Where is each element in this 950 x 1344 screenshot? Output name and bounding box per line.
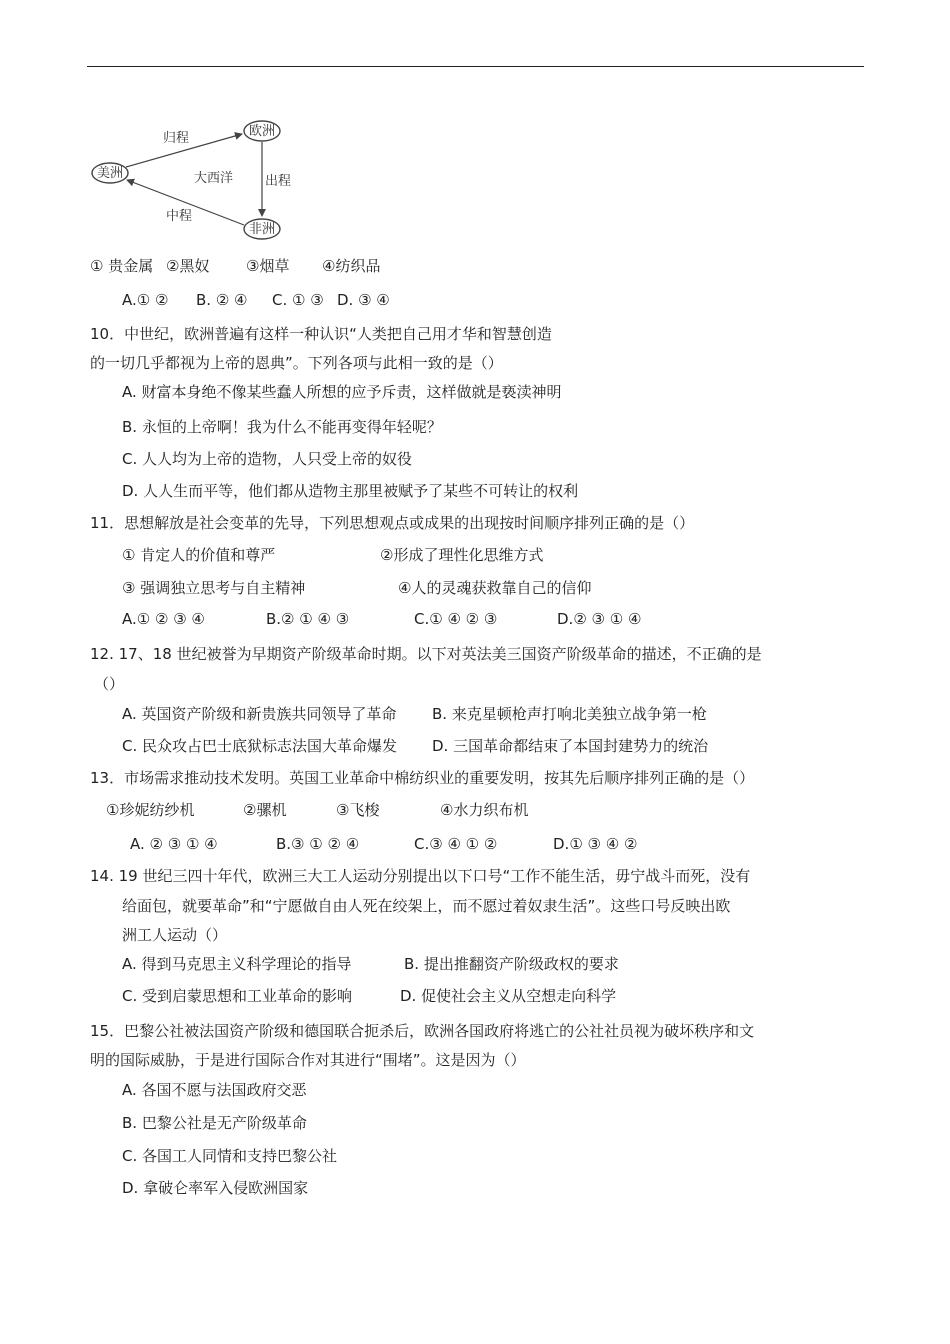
q15-option-b: B. 巴黎公社是无产阶级革命 xyxy=(122,1114,307,1132)
q12-stem-line: （） xyxy=(94,675,125,693)
q15-option-d: D. 拿破仑率军入侵欧洲国家 xyxy=(122,1179,309,1197)
center-label: 大西洋 xyxy=(194,171,234,186)
q11-option-a: A.① ② ③ ④ xyxy=(122,610,205,628)
q11-option-c: C.① ④ ② ③ xyxy=(414,610,498,628)
q14-option-b: B. 提出推翻资产阶级政权的要求 xyxy=(404,955,619,973)
q10-stem-line: 的一切几乎都视为上帝的恩典”。下列各项与此相一致的是（） xyxy=(90,354,503,372)
q14-stem-line: 给面包，就要革命”和“宁愿做自由人死在绞架上，而不愿过着奴隶生活”。这些口号反映出欧 xyxy=(122,897,731,915)
q15-stem-line: 15．巴黎公社被法国资产阶级和德国联合扼杀后，欧洲各国政府将逃亡的公社社员视为破坏秩序和文 xyxy=(90,1022,755,1040)
q13-item: ②骡机 xyxy=(243,801,287,819)
triangle-trade-diagram xyxy=(88,112,292,247)
q9-item: ②黑奴 xyxy=(166,257,210,275)
node-europe-label: 欧洲 xyxy=(248,124,276,139)
q11-item: ③ 强调独立思考与自主精神 xyxy=(122,579,306,597)
q14-stem-line: 洲工人运动（） xyxy=(122,926,228,944)
q12-stem-line: 12. 17、18 世纪被誉为早期资产阶级革命时期。以下对英法美三国资产阶级革命的描述，不正确的是 xyxy=(90,645,762,663)
q14-option-d: D. 促使社会主义从空想走向科学 xyxy=(400,987,617,1005)
node-america-label: 美洲 xyxy=(96,166,124,181)
node-africa-label: 非洲 xyxy=(248,222,276,237)
q9-item: ③烟草 xyxy=(246,257,290,275)
edge-return-label: 归程 xyxy=(163,131,190,146)
q14-stem-line: 14. 19 世纪三四十年代，欧洲三大工人运动分别提出以下口号“工作不能生活，毋宁战斗而死，没有 xyxy=(90,867,751,885)
q13-option-b: B.③ ① ② ④ xyxy=(276,835,360,853)
header-rule xyxy=(87,66,864,67)
q12-option-c: C. 民众攻占巴士底狱标志法国大革命爆发 xyxy=(122,737,398,755)
q9-option-c: C. ① ③ xyxy=(272,291,324,309)
q11-item: ① 肯定人的价值和尊严 xyxy=(122,546,276,564)
edge-middle-label: 中程 xyxy=(166,209,193,224)
q12-option-b: B. 来克星顿枪声打响北美独立战争第一枪 xyxy=(432,705,707,723)
q9-item: ① 贵金属 xyxy=(90,257,154,275)
q10-option-c: C. 人人均为上帝的造物，人只受上帝的奴役 xyxy=(122,450,413,468)
q9-option-b: B. ② ④ xyxy=(196,291,248,309)
q13-item: ④水力织布机 xyxy=(440,801,529,819)
q15-stem-line: 明的国际威胁，于是进行国际合作对其进行“围堵”。这是因为（） xyxy=(90,1051,526,1069)
edge-outbound-label: 出程 xyxy=(265,174,292,189)
q11-item: ②形成了理性化思维方式 xyxy=(380,546,544,564)
q9-option-d: D. ③ ④ xyxy=(337,291,390,309)
q13-option-d: D.① ③ ④ ② xyxy=(553,835,638,853)
q11-item: ④人的灵魂获救靠自己的信仰 xyxy=(398,579,592,597)
q13-option-a: A. ② ③ ① ④ xyxy=(130,835,218,853)
q10-stem-line: 10．中世纪，欧洲普遍有这样一种认识“人类把自己用才华和智慧创造 xyxy=(90,325,552,343)
q11-option-d: D.② ③ ① ④ xyxy=(557,610,642,628)
q10-option-a: A. 财富本身绝不像某些蠢人所想的应予斥责，这样做就是亵渎神明 xyxy=(122,383,562,401)
q13-item: ①珍妮纺纱机 xyxy=(106,801,195,819)
q13-option-c: C.③ ④ ① ② xyxy=(414,835,498,853)
q13-stem: 13．市场需求推动技术发明。英国工业革命中棉纺织业的重要发明，按其先后顺序排列正确的是（） xyxy=(90,769,755,787)
q11-stem: 11．思想解放是社会变革的先导，下列思想观点或成果的出现按时间顺序排列正确的是（） xyxy=(90,514,695,532)
q14-option-a: A. 得到马克思主义科学理论的指导 xyxy=(122,955,352,973)
q14-option-c: C. 受到启蒙思想和工业革命的影响 xyxy=(122,987,353,1005)
q9-option-a: A.① ② xyxy=(122,291,169,309)
q13-item: ③飞梭 xyxy=(336,801,380,819)
q10-option-b: B. 永恒的上帝啊！我为什么不能再变得年轻呢？ xyxy=(122,418,442,436)
q15-option-a: A. 各国不愿与法国政府交恶 xyxy=(122,1081,307,1099)
q11-option-b: B.② ① ④ ③ xyxy=(266,610,350,628)
q10-option-d: D. 人人生而平等，他们都从造物主那里被赋予了某些不可转让的权利 xyxy=(122,482,579,500)
q12-option-d: D. 三国革命都结束了本国封建势力的统治 xyxy=(432,737,709,755)
q15-option-c: C. 各国工人同情和支持巴黎公社 xyxy=(122,1147,338,1165)
q9-item: ④纺织品 xyxy=(322,257,381,275)
q12-option-a: A. 英国资产阶级和新贵族共同领导了革命 xyxy=(122,705,397,723)
